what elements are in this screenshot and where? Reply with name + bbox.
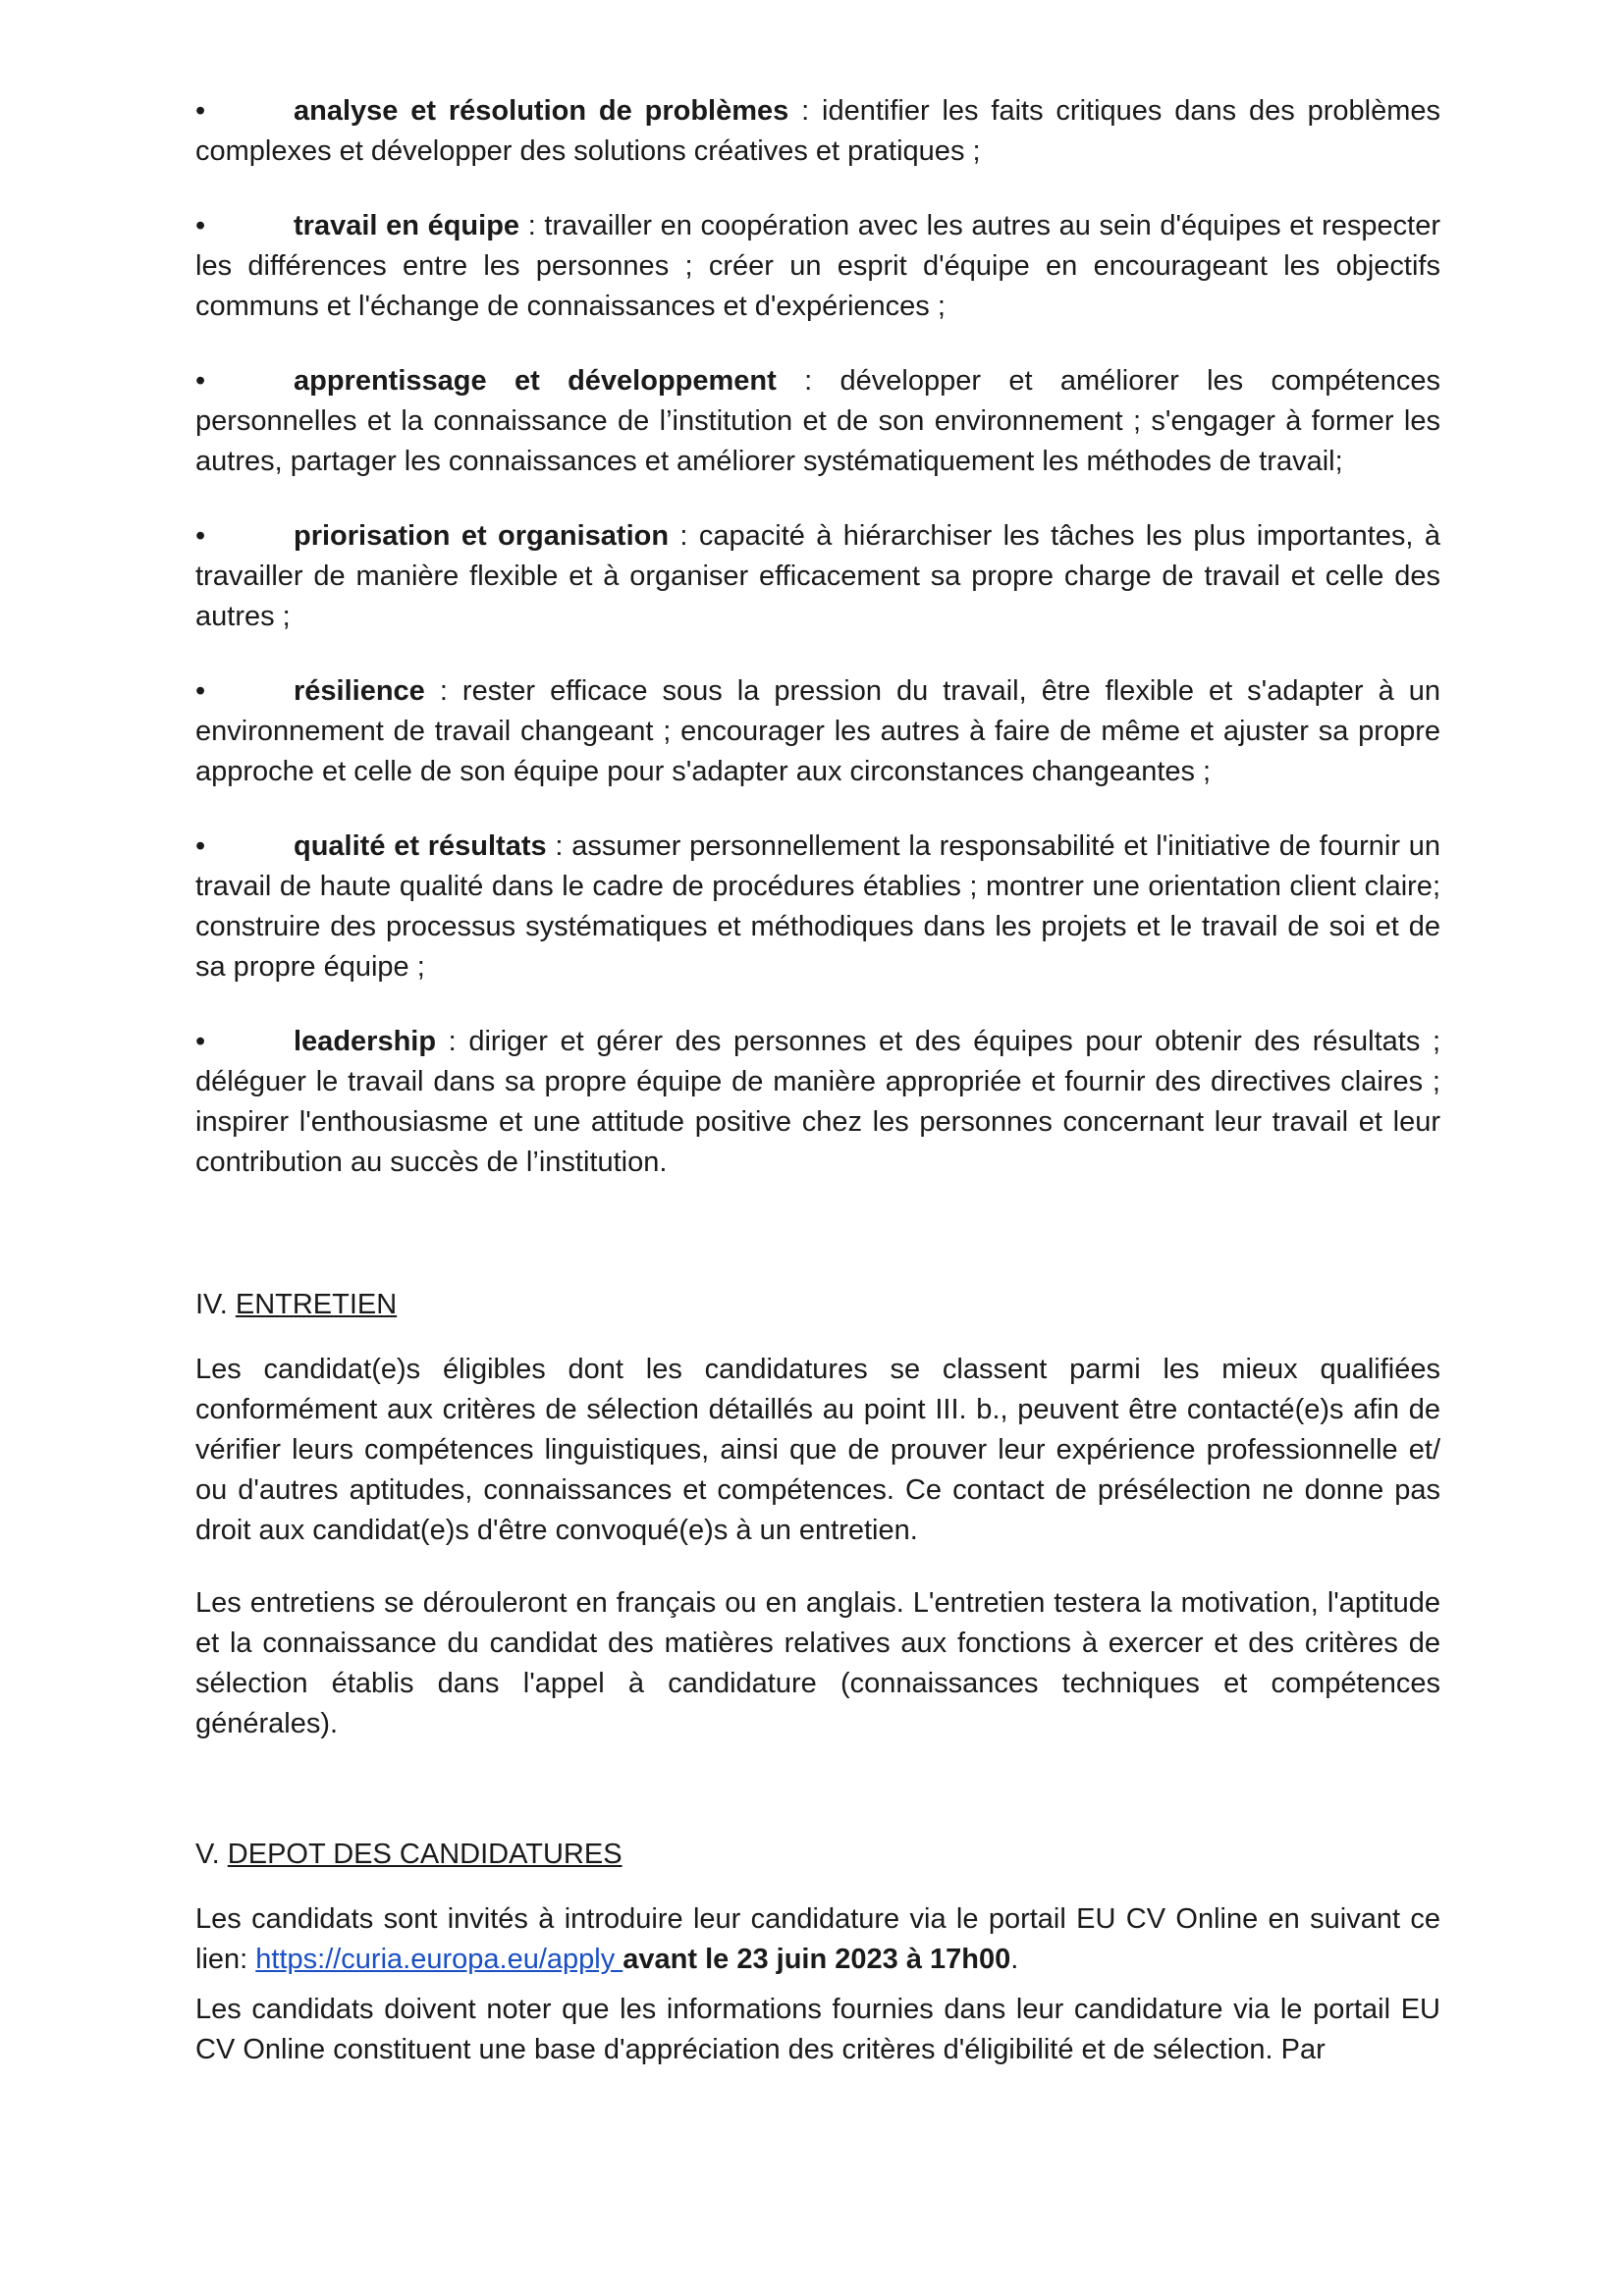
section-title: ENTRETIEN [235,1289,398,1320]
list-item [195,1022,1440,1183]
section-number: V. [195,1839,228,1870]
depot-paragraph-2: Les candidats doivent noter que les informations fournies dans leur candidature via le portail EU CV Online constituent une base d'appréciation des critères d'éligibilité et de sélection. Par [195,1994,1440,2065]
competency-description: : capacité à hiérarchiser les tâches les plus importantes, à travailler de manière flexible et à organiser efficacement sa propre charge de travail et celle des autres ; [195,520,1440,632]
competency-description: : diriger et gérer des personnes et des équipes pour obtenir des résultats ; déléguer le travail dans sa propre équipe de manière appropriée et fournir des directives claires ; inspirer l'enthousiasme et une attitude positive chez les personnes concernant leur travail et leur contribution au succès de l’institution. [195,1026,1440,1178]
entretien-paragraph-1: Les candidat(e)s éligibles dont les candidatures se classent parmi les mieux qualifiées conformément aux critères de sélection détaillés au point III. b., peuvent être contacté(e)s afin de vérifier leurs compétences linguistiques, ainsi que de prouver leur expérience professionnelle et/ ou d'autres aptitudes, connaissances et compétences. Ce contact de présélection ne donne pas droit aux candidat(e)s d'être convoqué(e)s à un entretien. [195,1354,1440,1546]
competency-keyword: qualité et résultats [294,830,547,862]
section-number: IV. [195,1289,236,1320]
bullet-symbol: • [195,675,206,707]
competency-keyword: résilience [294,675,425,707]
competency-description: : rester efficace sous la pression du travail, être flexible et s'adapter à un environnement de travail changeant ; encourager les autres à faire de même et ajuster sa propre approche et celle de son équipe pour s'adapter aux circonstances changeantes ; [195,675,1440,787]
depot-period: . [1010,1944,1019,1975]
competency-keyword: leadership [294,1026,437,1057]
list-item [195,91,1440,172]
list-item [195,361,1440,482]
depot-intro-text: Les candidats sont invités à introduire leur candidature via le portail EU CV Online en suivant ce lien: [195,1903,1440,1975]
list-item [195,206,1440,327]
bullet-symbol: • [195,210,206,241]
depot-paragraph-1 [195,1899,1440,1980]
competency-description: : développer et améliorer les compétences personnelles et la connaissance de l’institution et de son environnement ; s'engager à former les autres, partager les connaissances et améliorer systématiquement les méthodes de travail; [195,365,1440,477]
competency-list [195,91,1440,1183]
document-page [195,91,1440,2103]
competency-keyword: analyse et résolution de problèmes [294,95,789,127]
list-item [195,671,1440,792]
bullet-symbol: • [195,520,206,552]
list-item [195,516,1440,637]
section-heading-depot [195,1835,1440,1875]
competency-keyword: priorisation et organisation [294,520,670,552]
competency-description: : identifier les faits critiques dans des problèmes complexes et développer des solutions créatives et pratiques ; [195,95,1440,167]
competency-description: : travailler en coopération avec les autres au sein d'équipes et respecter les différences entre les personnes ; créer un esprit d'équipe en encourageant les objectifs communs et l'échange de connaissances et d'expériences ; [195,210,1440,322]
section-title: DEPOT DES CANDIDATURES [227,1839,623,1870]
competency-keyword: travail en équipe [294,210,520,241]
competency-keyword: apprentissage et développement [294,365,777,397]
apply-link[interactable]: https://curia.europa.eu/apply [255,1944,623,1975]
bullet-symbol: • [195,830,206,862]
list-item [195,827,1440,988]
section-heading-entretien [195,1285,1440,1325]
bullet-symbol: • [195,95,206,127]
bullet-symbol: • [195,365,206,397]
competency-description: : assumer personnellement la responsabilité et l'initiative de fournir un travail de haute qualité dans le cadre de procédures établies ; montrer une orientation client claire; construire des processus systématiques et méthodiques dans les projets et le travail de soi et de sa propre équipe ; [195,830,1440,983]
entretien-paragraph-2: Les entretiens se dérouleront en français ou en anglais. L'entretien testera la motivation, l'aptitude et la connaissance du candidat des matières relatives aux fonctions à exercer et des critères de sélection établis dans l'appel à candidature (connaissances techniques et compétences générales). [195,1587,1440,1739]
deadline-text: avant le 23 juin 2023 à 17h00 [623,1944,1011,1975]
bullet-symbol: • [195,1026,206,1057]
